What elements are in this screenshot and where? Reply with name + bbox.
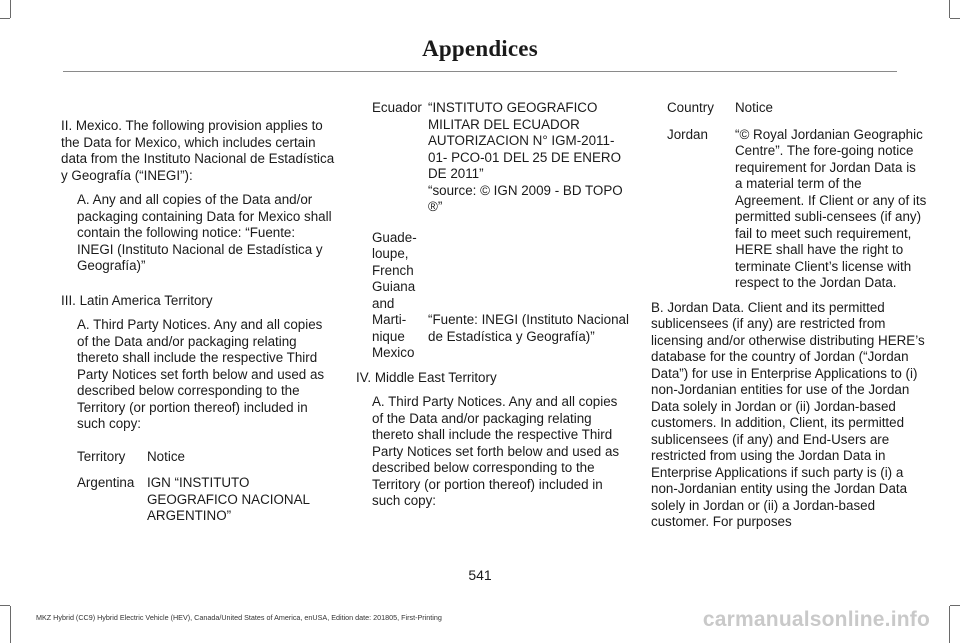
table-cell-notice	[416, 230, 630, 313]
table-header-row	[77, 449, 335, 466]
page-number: 541	[468, 567, 492, 583]
table-header-row	[667, 100, 927, 117]
table-cell-notice: “© Royal Jordanian Geographic Centre”. The fore-going notice requirement for Jordan Data is a material term of the Agreement. If Client or any of its permitted subli-censees (if any) fail to meet such requirement, HERE shall have the right to terminate Client’s license with respect to the Jordan Data.	[735, 126, 927, 290]
table-header-territory: Territory	[77, 448, 126, 464]
paragraph-mexico: II. Mexico. The following provision applies to the Data for Mexico, which includes certain data from the Instituto Nacional de Estadística y Geografía (“INEGI”):	[61, 118, 335, 183]
page-title: Appendices	[422, 36, 538, 61]
crop-mark	[949, 606, 950, 643]
header-divider	[63, 71, 897, 72]
table-row	[372, 100, 630, 216]
column-1	[61, 100, 335, 525]
notice-table	[77, 449, 335, 525]
notice-table	[372, 100, 630, 362]
column-2	[356, 100, 630, 518]
notice-table	[667, 100, 927, 292]
table-row	[77, 475, 335, 525]
crop-mark	[950, 605, 960, 606]
table-cell-notice: “Fuente: INEGI (Instituto Nacional de Estadística y Geografía)”	[428, 312, 629, 344]
paragraph-middle-east-notices: A. Third Party Notices. Any and all copies of the Data and/or packaging relating thereto shall include the respective Third Party Notices set forth below and used as described below corresponding to the Territory (or portion thereof) included in such copy:	[372, 394, 620, 508]
table-cell-territory: Ecuador	[372, 100, 422, 115]
paragraph-mexico-notice: A. Any and all copies of the Data and/or packaging containing Data for Mexico shall contain the following notice: “Fuente: INEGI (Instituto Nacional de Estadística y Geografía)”	[77, 192, 332, 273]
table-cell-territory: Marti-nique Mexico	[372, 312, 415, 360]
table-cell-notice-source: “source: © IGN 2009 - BD TOPO ®”	[428, 182, 623, 214]
crop-mark	[0, 605, 10, 606]
crop-mark	[10, 0, 11, 18]
crop-mark	[10, 606, 11, 643]
table-cell-notice: IGN “INSTITUTO GEOGRAFICO NACIONAL ARGENTINO”	[147, 475, 310, 523]
table-row	[667, 127, 927, 292]
table-header-notice: Notice	[735, 100, 773, 115]
table-cell-country: Jordan	[667, 126, 708, 142]
crop-mark	[0, 18, 10, 19]
table-cell-territory: Guade-loupe, French Guiana and	[372, 229, 417, 311]
table-row	[372, 312, 630, 362]
table-row	[372, 230, 630, 313]
paragraph-latin-america-notices: A. Third Party Notices. Any and all copies of the Data and/or packaging relating thereto shall include the respective Third Party Notices set forth below and used as described below corresponding to the Territory (or portion thereof) included in such copy:	[77, 317, 325, 431]
section-heading-middle-east: IV. Middle East Territory	[356, 369, 497, 385]
table-header-notice: Notice	[147, 448, 185, 464]
crop-mark	[950, 18, 960, 19]
section-heading-latin-america: III. Latin America Territory	[61, 292, 213, 308]
crop-mark	[949, 0, 950, 18]
document-info: MKZ Hybrid (CC9) Hybrid Electric Vehicle (HEV), Canada/United States of America, enUSA, Edition date: 201805, First-Printing	[36, 613, 442, 622]
watermark: carmanualsonline.info	[702, 608, 930, 631]
table-header-country: Country	[667, 100, 714, 115]
table-cell-territory: Argentina	[77, 475, 135, 490]
table-cell-notice: “INSTITUTO GEOGRAFICO MILITAR DEL ECUADOR AUTORIZACION N° IGM-2011-01- PCO-01 DEL 25 DE ENERO DE 2011”	[428, 100, 621, 181]
paragraph-jordan-data: B. Jordan Data. Client and its permitted sublicensees (if any) are restricted from licensing and/or otherwise distributing HERE’s database for the country of Jordan (“Jordan Data”) for use in Enterprise Applications to (i) non-Jordanian entities for use of the Jordan Data solely in Jordan or (ii) Jordan-based customers. In addition, Client, its permitted sublicensees (if any) and End-Users are restricted from using the Jordan Data in Enterprise Applications if such party is (i) a non-Jordanian entity using the Jordan Data solely in Jordan or (ii) a Jordan-based customer. For purposes	[651, 299, 925, 529]
column-3	[651, 100, 927, 539]
